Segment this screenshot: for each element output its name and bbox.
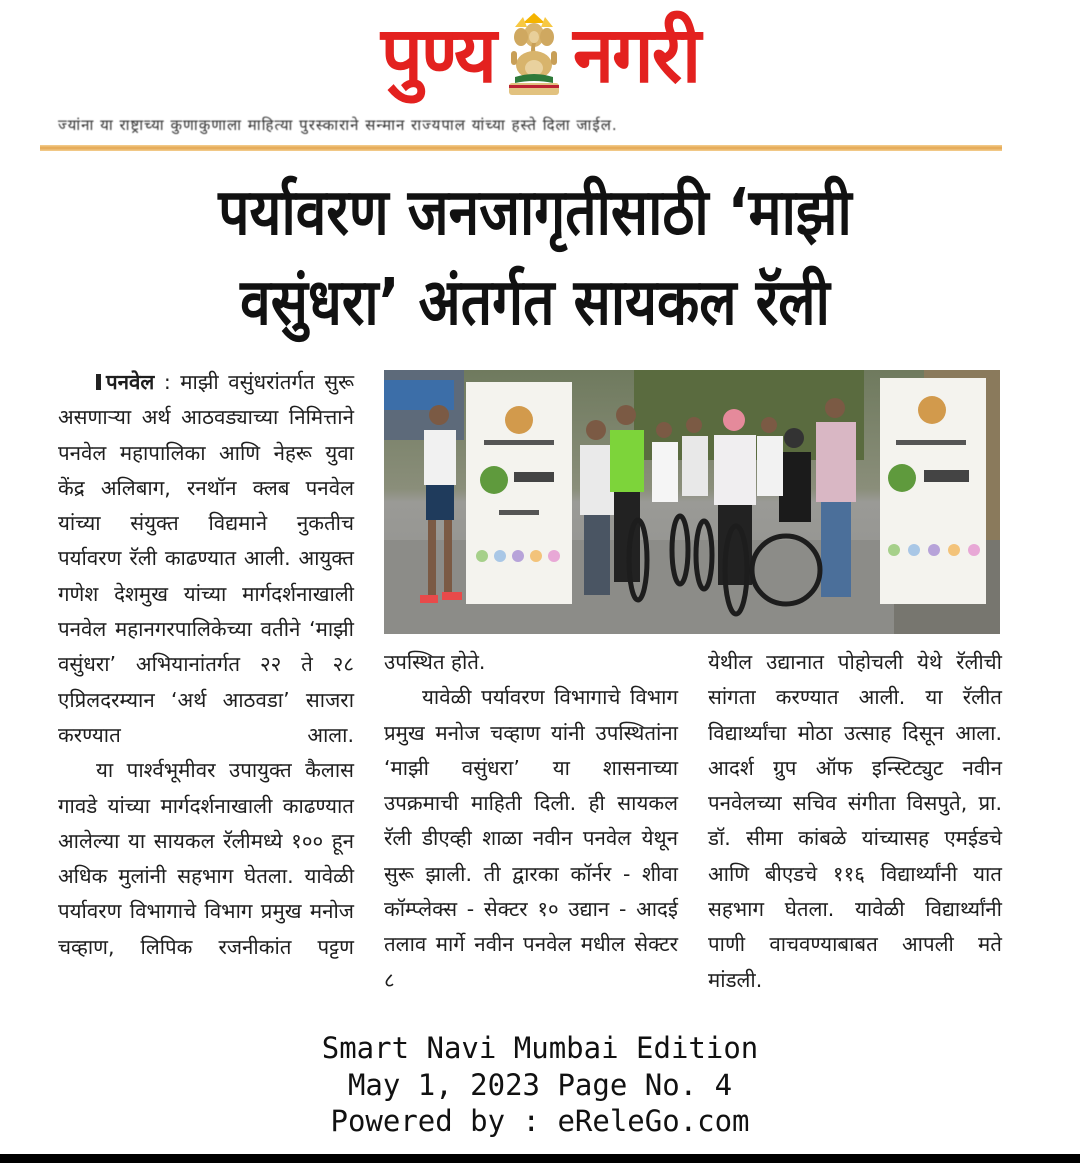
ganesha-idol-icon	[501, 13, 567, 97]
masthead-title-left: पुण्य	[380, 9, 495, 101]
section-divider	[40, 145, 1002, 151]
article-photo	[384, 370, 1000, 634]
article-headline	[170, 168, 901, 348]
powered-by: Powered by : eReleGo.com	[330, 1104, 750, 1138]
cycle-rally-photo	[384, 370, 1000, 634]
paragraph: उपस्थित होते.	[384, 650, 486, 674]
bottom-bar	[0, 1154, 1080, 1163]
edition-footer	[0, 1030, 1080, 1140]
edition-name: Smart Navi Mumbai Edition	[321, 1031, 759, 1065]
paragraph: : माझी वसुंधरांतर्गत सुरू असणाऱ्या अर्थ आठवड्याच्या निमित्ताने पनवेल महापालिका आणि नेहरू युवा केंद्र अलिबाग, रनथॉन क्लब पनवेल यांच्या संयुक्त विद्यमाने नुकतीच पर्यावरण रॅली काढण्यात आली. आयुक्त गणेश देशमुख यांच्या मार्गदर्शनाखाली पनवेल महानगरपालिकेच्या वतीने ‘माझी वसुंधरा’ अभियानांतर्गत २२ ते २८ एप्रिलदरम्यान ‘अर्थ आठवडा’ साजरा करण्यात आला.	[58, 370, 354, 747]
masthead	[0, 0, 1080, 110]
headline-line-2: वसुंधरा’ अंतर्गत सायकल रॅली	[240, 266, 830, 340]
paragraph: येथील उद्यानात पोहोचली येथे रॅलीची सांगता करण्यात आली. या रॅलीत विद्यार्थ्यांचा मोठा उत्साह दिसून आला. आदर्श ग्रुप ऑफ इन्स्टिट्युट नवीन पनवेलच्या सचिव संगीता विसपुते, प्रा. डॉ. सीमा कांबळे यांच्यासह एमईडचे आणि बीएडचे ११६ विद्यार्थ्यांनी यात सहभाग घेतला. यावेळी विद्यार्थ्यांनी पाणी वाचवण्याबाबत आपली मते मांडली.	[708, 650, 1002, 992]
masthead-title-right: नगरी	[572, 9, 700, 101]
cutoff-previous-article-text: ज्यांना या राष्ट्राच्या कुणाकुणाला माहित्या पुरस्काराने सन्मान राज्यपाल यांच्या हस्ते दिला जाईल.	[58, 116, 618, 134]
dateline: पनवेल	[106, 370, 155, 394]
article-column-3	[708, 645, 1002, 998]
edition-date-page: May 1, 2023 Page No. 4	[347, 1067, 733, 1102]
paragraph: यावेळी पर्यावरण विभागाचे विभाग प्रमुख मनोज चव्हाण यांनी उपस्थितांना ‘माझी वसुंधरा’ या शासनाच्या उपक्रमाची माहिती दिली. ही सायकल रॅली डीएव्ही शाळा नवीन पनवेल येथून सुरू झाली. ती द्वारका कॉर्नर - शीवा कॉम्प्लेक्स - सेक्टर १० उद्यान - आदई तलाव मार्गे नवीन पनवेल मधील सेक्टर ८	[384, 685, 678, 992]
paragraph: या पार्श्वभूमीवर उपायुक्त कैलास गावडे यांच्या मार्गदर्शनाखाली काढण्यात आलेल्या या सायकल रॅलीमध्ये १०० हून अधिक मुलांनी सहभाग घेतला. यावेळी पर्यावरण विभागाचे विभाग प्रमुख मनोज चव्हाण, लिपिक रजनीकांत पट्टण	[58, 758, 354, 959]
headline-line-1: पर्यावरण जनजागृतीसाठी ‘माझी	[218, 176, 852, 250]
dateline-marker-icon	[96, 374, 101, 390]
article-column-1	[58, 365, 354, 965]
article-column-2	[384, 645, 678, 998]
